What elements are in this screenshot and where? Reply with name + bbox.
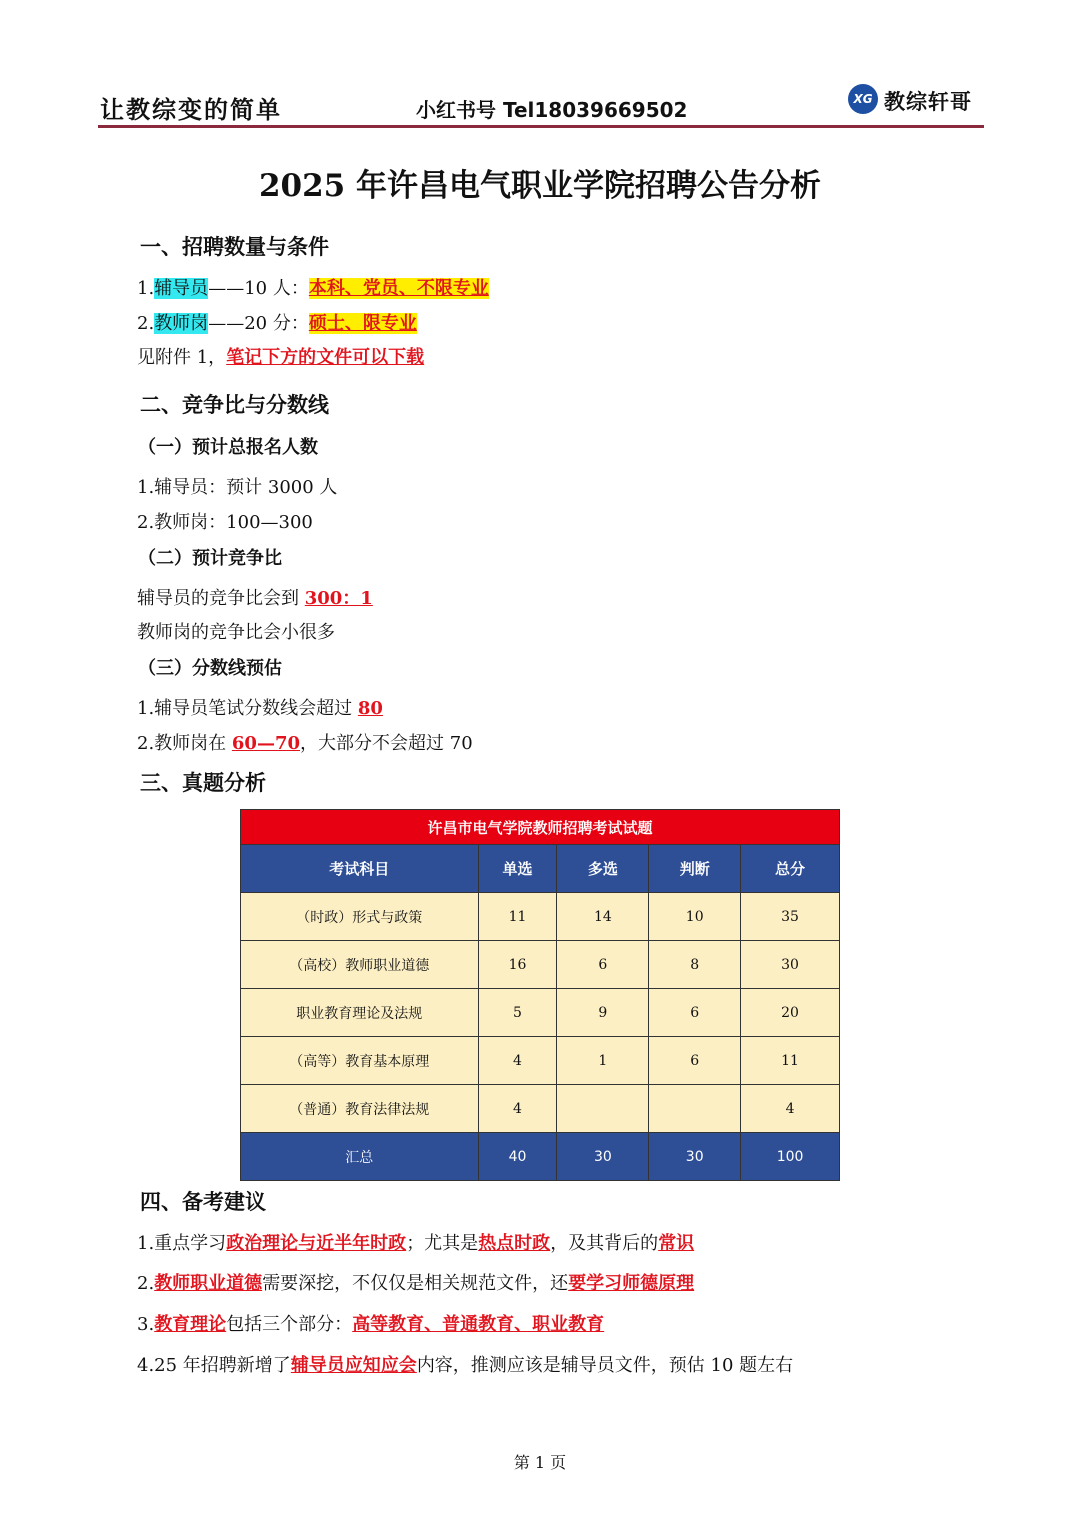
header-true-false: 判断 xyxy=(649,845,741,893)
section-heading-prep-advice: 四、备考建议 xyxy=(140,1189,266,1214)
cell-value: 4 xyxy=(478,1085,557,1133)
section-heading-competition: 二、竞争比与分数线 xyxy=(140,392,329,417)
emphasis: 热点时政 xyxy=(478,1233,551,1254)
cell-value: 6 xyxy=(557,941,649,989)
advice-line-4 xyxy=(137,1351,793,1377)
cell-subject: （高校）教师职业道德 xyxy=(241,941,479,989)
cell-total-value: 100 xyxy=(741,1133,840,1181)
emphasis: 教师职业道德 xyxy=(154,1273,263,1294)
header-slogan: 让教综变的简单 xyxy=(100,96,282,124)
brand-logo xyxy=(848,80,978,120)
section-heading-recruitment: 一、招聘数量与条件 xyxy=(140,234,329,259)
page-title: 2025 年许昌电气职业学院招聘公告分析 xyxy=(258,168,822,204)
cell-value: 16 xyxy=(478,941,557,989)
header-multiple-choice: 多选 xyxy=(557,845,649,893)
table-row xyxy=(241,893,840,941)
cell-subject: 职业教育理论及法规 xyxy=(241,989,479,1037)
cell-value: 6 xyxy=(649,1037,741,1085)
table-caption: 许昌市电气学院教师招聘考试试题 xyxy=(241,810,840,845)
advice-line-2 xyxy=(137,1269,694,1295)
table-row xyxy=(241,941,840,989)
header-contact: 小红书号 Tel18039669502 xyxy=(416,98,688,122)
text: ，及其背后的 xyxy=(550,1233,659,1254)
subheading-ratio: （二）预计竞争比 xyxy=(138,548,282,569)
text: 1. xyxy=(137,278,155,299)
text: ，大部分不会超过 70 xyxy=(300,733,473,754)
line-teacher-requirement xyxy=(137,309,417,335)
highlight-requirement: 硕士、限专业 xyxy=(308,313,417,334)
logo-text: 教综轩哥 xyxy=(884,90,972,114)
header-subject: 考试科目 xyxy=(241,845,479,893)
subheading-applicants: （一）预计总报名人数 xyxy=(138,437,318,458)
line-teacher-score xyxy=(137,729,473,755)
cell-total-value: 30 xyxy=(557,1133,649,1181)
cell-value xyxy=(649,1085,741,1133)
exam-structure-table xyxy=(240,809,840,1181)
cell-total-label: 汇总 xyxy=(241,1133,479,1181)
text: 4.25 年招聘新增了 xyxy=(137,1355,291,1376)
cell-value: 10 xyxy=(649,893,741,941)
cell-subject: （普通）教育法律法规 xyxy=(241,1085,479,1133)
subheading-score-line: （三）分数线预估 xyxy=(138,658,282,679)
text: 需要深挖，不仅仅是相关规范文件，还 xyxy=(262,1273,569,1294)
header-single-choice: 单选 xyxy=(478,845,557,893)
line-counselor-applicants: 1.辅导员：预计 3000 人 xyxy=(137,477,338,498)
cell-total-value: 30 xyxy=(649,1133,741,1181)
emphasis: 要学习师德原理 xyxy=(568,1273,695,1294)
section-heading-exam-analysis: 三、真题分析 xyxy=(140,770,266,795)
score-range: 60—70 xyxy=(231,733,301,754)
cell-value: 6 xyxy=(649,989,741,1037)
attachment-download-link[interactable]: 笔记下方的文件可以下载 xyxy=(226,347,425,368)
highlight-role: 辅导员 xyxy=(154,278,209,299)
logo-badge-icon: XG xyxy=(848,84,878,114)
text: 见附件 1， xyxy=(137,347,227,368)
table-row xyxy=(241,989,840,1037)
header-divider xyxy=(98,125,984,128)
emphasis: 教育理论 xyxy=(154,1314,227,1335)
text: 2. xyxy=(137,1273,155,1294)
cell-subject: （高等）教育基本原理 xyxy=(241,1037,479,1085)
cell-value: 35 xyxy=(741,893,840,941)
emphasis: 辅导员应知应会 xyxy=(290,1355,417,1376)
text: 辅导员的竞争比会到 xyxy=(137,588,305,609)
emphasis: 高等教育、普通教育、职业教育 xyxy=(352,1314,605,1335)
table-row xyxy=(241,1085,840,1133)
cell-value: 11 xyxy=(741,1037,840,1085)
cell-value: 1 xyxy=(557,1037,649,1085)
cell-value: 11 xyxy=(478,893,557,941)
cell-value: 20 xyxy=(741,989,840,1037)
highlight-requirement: 本科、党员、不限专业 xyxy=(308,278,489,299)
header-total: 总分 xyxy=(741,845,840,893)
cell-value: 14 xyxy=(557,893,649,941)
text: ；尤其是 xyxy=(406,1233,479,1254)
line-teacher-applicants: 2.教师岗：100—300 xyxy=(137,512,313,533)
emphasis: 政治理论与近半年时政 xyxy=(226,1233,407,1254)
cell-total-value: 40 xyxy=(478,1133,557,1181)
line-counselor-ratio xyxy=(137,584,373,610)
cell-value: 4 xyxy=(741,1085,840,1133)
table-row xyxy=(241,1037,840,1085)
cell-value: 8 xyxy=(649,941,741,989)
cell-value: 30 xyxy=(741,941,840,989)
cell-value: 4 xyxy=(478,1037,557,1085)
cell-subject: （时政）形式与政策 xyxy=(241,893,479,941)
advice-line-3 xyxy=(137,1310,604,1336)
text: 2.教师岗在 xyxy=(137,733,232,754)
line-counselor-requirement xyxy=(137,274,489,300)
highlight-role: 教师岗 xyxy=(154,313,209,334)
score-value: 80 xyxy=(357,698,383,719)
advice-line-1 xyxy=(137,1229,694,1255)
text: 3. xyxy=(137,1314,155,1335)
table-total-row xyxy=(241,1133,840,1181)
text: 2. xyxy=(137,313,155,334)
cell-value xyxy=(557,1085,649,1133)
line-teacher-ratio: 教师岗的竞争比会小很多 xyxy=(137,622,335,643)
line-counselor-score xyxy=(137,694,383,720)
page-number: 第 1 页 xyxy=(513,1453,567,1472)
text: 1.重点学习 xyxy=(137,1233,227,1254)
cell-value: 5 xyxy=(478,989,557,1037)
text: ——20 分： xyxy=(208,313,309,334)
text: 1.辅导员笔试分数线会超过 xyxy=(137,698,358,719)
ratio-value: 300：1 xyxy=(304,588,373,609)
line-attachment xyxy=(137,343,424,369)
page-header xyxy=(98,78,984,128)
emphasis: 常识 xyxy=(658,1233,695,1254)
text: 内容，推测应该是辅导员文件，预估 10 题左右 xyxy=(416,1355,794,1376)
text: 包括三个部分： xyxy=(226,1314,353,1335)
text: ——10 人： xyxy=(208,278,309,299)
cell-value: 9 xyxy=(557,989,649,1037)
table-header-row xyxy=(241,845,840,893)
